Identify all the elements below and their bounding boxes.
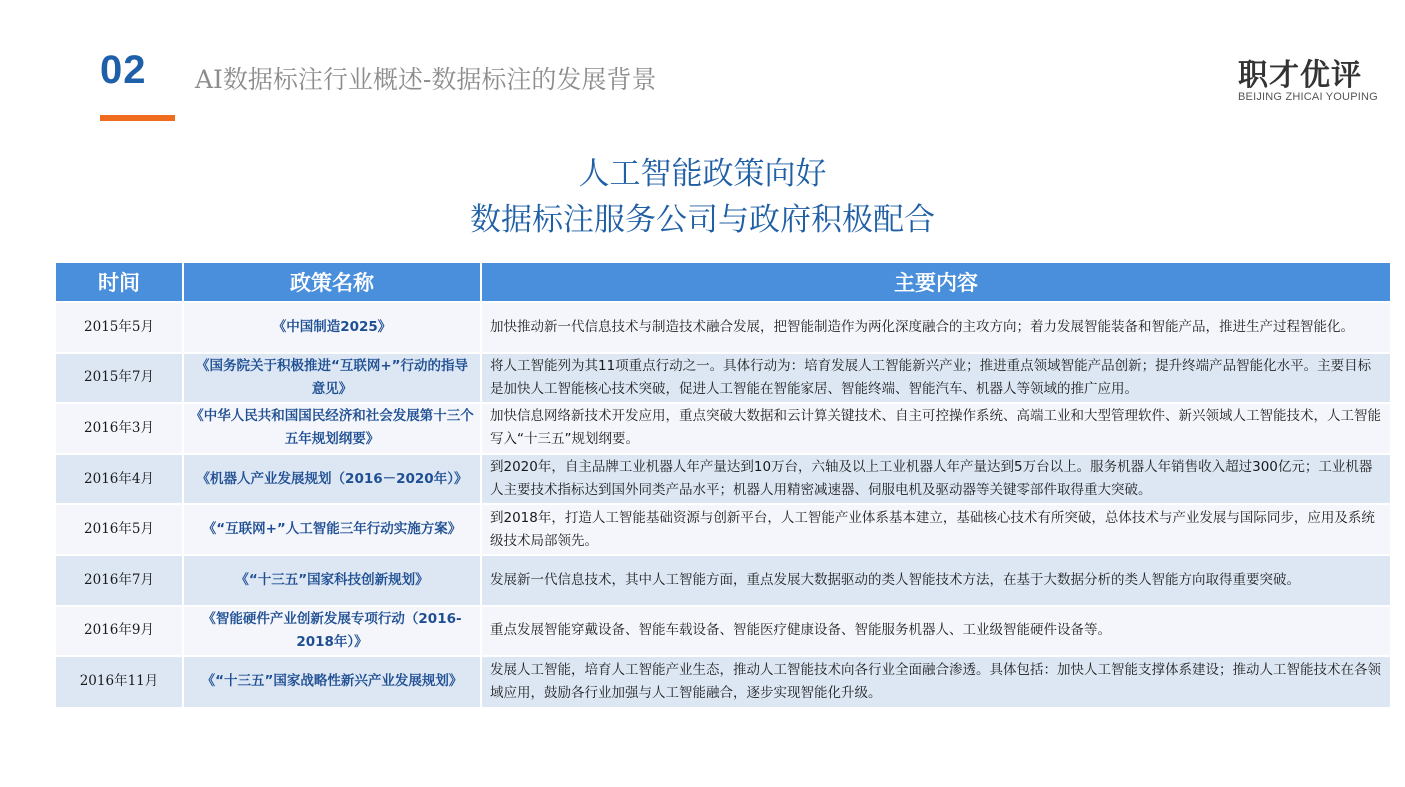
header-time: 时间 bbox=[56, 263, 183, 302]
header-policy-name: 政策名称 bbox=[183, 263, 481, 302]
row-time: 2016年5月 bbox=[56, 504, 183, 555]
table-row bbox=[56, 656, 1390, 707]
section-underline bbox=[100, 115, 175, 121]
row-time: 2015年5月 bbox=[56, 302, 183, 353]
row-content: 加快信息网络新技术开发应用，重点突破大数据和云计算关键技术、自主可控操作系统、高端工业和大型管理软件、新兴领域人工智能技术，人工智能写入“十三五”规划纲要。 bbox=[481, 403, 1390, 454]
headline-line-1: 人工智能政策向好 bbox=[578, 156, 827, 192]
row-policy-name: 《“十三五”国家战略性新兴产业发展规划》 bbox=[183, 656, 481, 707]
row-time: 2016年4月 bbox=[56, 454, 183, 505]
row-content: 将人工智能列为其11项重点行动之一。具体行动为：培育发展人工智能新兴产业；推进重点领域智能产品创新；提升终端产品智能化水平。主要目标是加快人工智能核心技术突破，促进人工智能在智能家居、智能终端、智能汽车、机器人等领域的推广应用。 bbox=[481, 353, 1390, 404]
row-time: 2016年11月 bbox=[56, 656, 183, 707]
section-title: AI数据标注行业概述-数据标注的发展背景 bbox=[195, 65, 657, 94]
row-policy-name: 《“互联网+”人工智能三年行动实施方案》 bbox=[183, 504, 481, 555]
row-policy-name: 《中国制造2025》 bbox=[183, 302, 481, 353]
row-content: 发展人工智能，培育人工智能产业生态，推动人工智能技术向各行业全面融合渗透。具体包括：加快人工智能支撑体系建设；推动人工智能技术在各领域应用，鼓励各行业加强与人工智能融合，逐步实现智能化升级。 bbox=[481, 656, 1390, 707]
section-number: 02 bbox=[100, 48, 147, 92]
row-content: 到2020年，自主品牌工业机器人年产量达到10万台，六轴及以上工业机器人年产量达到5万台以上。服务机器人年销售收入超过300亿元；工业机器人主要技术指标达到国外同类产品水平；机器人用精密减速器、伺服电机及驱动器等关键零部件取得重大突破。 bbox=[481, 454, 1390, 505]
row-policy-name: 《中华人民共和国国民经济和社会发展第十三个五年规划纲要》 bbox=[183, 403, 481, 454]
header-main-content: 主要内容 bbox=[481, 263, 1390, 302]
row-time: 2016年9月 bbox=[56, 606, 183, 657]
policy-table bbox=[56, 263, 1390, 707]
row-content: 发展新一代信息技术，其中人工智能方面，重点发展大数据驱动的类人智能技术方法，在基于大数据分析的类人智能方向取得重要突破。 bbox=[481, 555, 1390, 606]
row-time: 2016年7月 bbox=[56, 555, 183, 606]
row-content: 加快推动新一代信息技术与制造技术融合发展，把智能制造作为两化深度融合的主攻方向；着力发展智能装备和智能产品，推进生产过程智能化。 bbox=[481, 302, 1390, 353]
table-row bbox=[56, 555, 1390, 606]
table-row bbox=[56, 454, 1390, 505]
table-row bbox=[56, 353, 1390, 404]
table-row bbox=[56, 504, 1390, 555]
row-policy-name: 《智能硬件产业创新发展专项行动（2016-2018年）》 bbox=[183, 606, 481, 657]
row-time: 2015年7月 bbox=[56, 353, 183, 404]
table-header-row bbox=[56, 263, 1390, 302]
logo-english: BEIJING ZHICAI YOUPING bbox=[1238, 91, 1378, 103]
row-policy-name: 《“十三五”国家科技创新规划》 bbox=[183, 555, 481, 606]
headline-line-2: 数据标注服务公司与政府积极配合 bbox=[470, 202, 935, 238]
row-content: 重点发展智能穿戴设备、智能车载设备、智能医疗健康设备、智能服务机器人、工业级智能硬件设备等。 bbox=[481, 606, 1390, 657]
row-time: 2016年3月 bbox=[56, 403, 183, 454]
table-row bbox=[56, 403, 1390, 454]
row-policy-name: 《机器人产业发展规划（2016－2020年）》 bbox=[183, 454, 481, 505]
row-content: 到2018年，打造人工智能基础资源与创新平台，人工智能产业体系基本建立，基础核心技术有所突破，总体技术与产业发展与国际同步，应用及系统级技术局部领先。 bbox=[481, 504, 1390, 555]
row-policy-name: 《国务院关于积极推进“互联网+”行动的指导意见》 bbox=[183, 353, 481, 404]
table-row bbox=[56, 606, 1390, 657]
logo-chinese: 职才优评 bbox=[1238, 58, 1362, 93]
table-row bbox=[56, 302, 1390, 353]
